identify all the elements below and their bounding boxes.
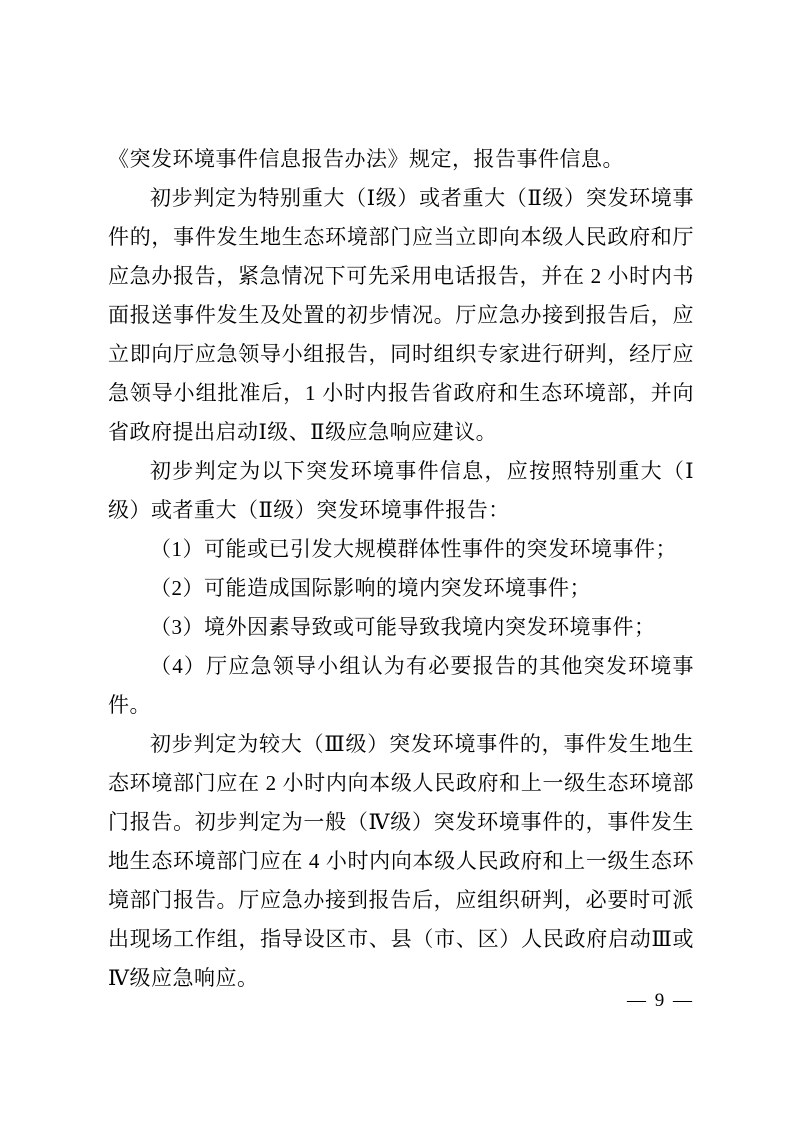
paragraph: 初步判定为以下突发环境事件信息，应按照特别重大（Ⅰ级）或者重大（Ⅱ级）突发环境事件报告：	[108, 459, 694, 522]
document-body	[108, 140, 694, 998]
list-item: （2）可能造成国际影响的境内突发环境事件；	[150, 576, 591, 600]
list-item: （1）可能或已引发大规模群体性事件的突发环境事件；	[150, 537, 677, 561]
list-item: （3）境外因素导致或可能导致我境内突发环境事件；	[150, 615, 656, 639]
list-item: （4）厅应急领导小组认为有必要报告的其他突发环境事件。	[108, 654, 694, 717]
paragraph-continuation: 《突发环境事件信息报告办法》规定，报告事件信息。	[108, 147, 624, 171]
paragraph: 初步判定为特别重大（Ⅰ级）或者重大（Ⅱ级）突发环境事件的，事件发生地生态环境部门应当立即向本级人民政府和厅应急办报告，紧急情况下可先采用电话报告，并在 2 小时内书面报送事件发生及处置的初步情况。厅应急办接到报告后，应立即向厅应急领导小组报告，同时组织专家进行研判，经厅应急领导小组批准后，1 小时内报告省政府和生态环境部，并向省政府提出启动Ⅰ级、Ⅱ级应急响应建议。	[108, 186, 694, 444]
paragraph: 初步判定为较大（Ⅲ级）突发环境事件的，事件发生地生态环境部门应在 2 小时内向本级人民政府和上一级生态环境部门报告。初步判定为一般（Ⅳ级）突发环境事件的，事件发生地生态环境部门应在 4 小时内向本级人民政府和上一级生态环境部门报告。厅应急办接到报告后，应组织研判，必要时可派出现场工作组，指导设区市、县（市、区）人民政府启动Ⅲ或Ⅳ级应急响应。	[108, 732, 694, 990]
page-number: — 9 —	[627, 990, 694, 1011]
